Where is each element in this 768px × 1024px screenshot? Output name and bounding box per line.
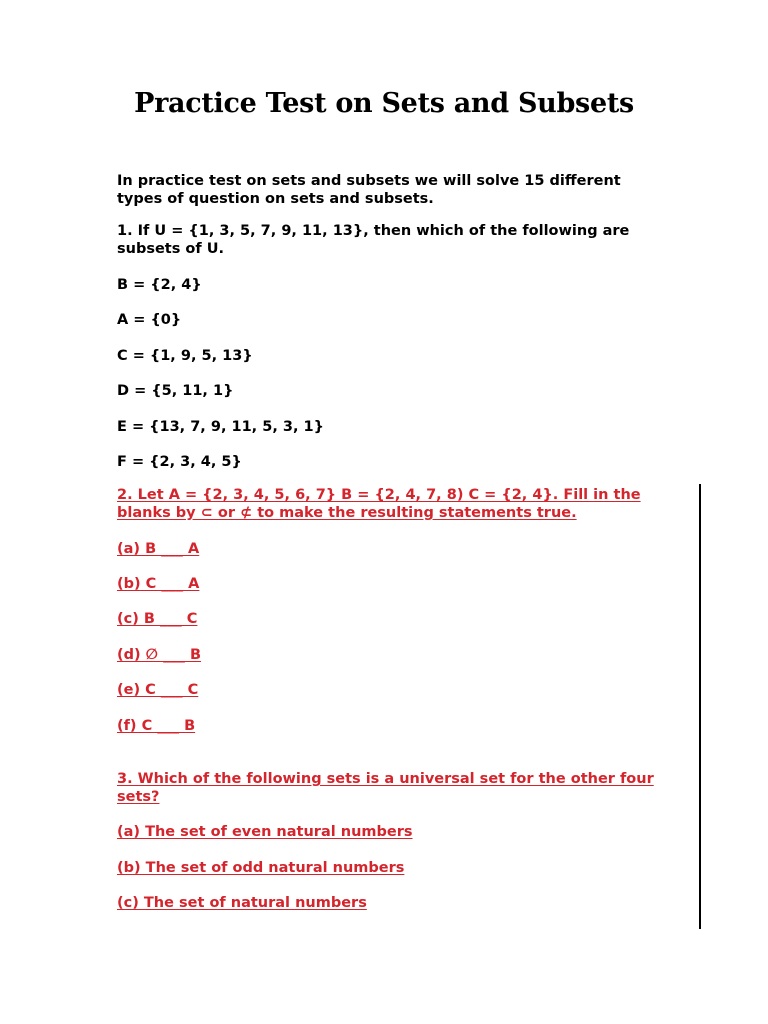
intro-paragraph: In practice test on sets and subsets we will solve 15 different types of question on sets and subsets. — [117, 173, 621, 207]
q2-option-link[interactable]: (c) B ___ C — [117, 611, 198, 627]
q2-option-link[interactable]: (f) C ___ B — [117, 718, 196, 734]
vertical-divider — [699, 484, 701, 929]
q1-option: C = {1, 9, 5, 13} — [117, 348, 253, 364]
page-title: Practice Test on Sets and Subsets — [134, 88, 634, 119]
q2-option-link[interactable]: (b) C ___ A — [117, 576, 200, 592]
q1-option: A = {0} — [117, 312, 182, 328]
q3-option-link[interactable]: (b) The set of odd natural numbers — [117, 860, 405, 876]
q3-option-link[interactable]: (c) The set of natural numbers — [117, 895, 367, 911]
q1-option: F = {2, 3, 4, 5} — [117, 454, 242, 470]
q1-option: E = {13, 7, 9, 11, 5, 3, 1} — [117, 419, 324, 435]
question-1: 1. If U = {1, 3, 5, 7, 9, 11, 13}, then which of the following are subsets of U. — [117, 223, 630, 257]
q2-option-link[interactable]: (a) B ___ A — [117, 541, 200, 557]
q2-option-link[interactable]: (e) C ___ C — [117, 682, 199, 698]
q1-option: D = {5, 11, 1} — [117, 383, 234, 399]
question-3-link[interactable]: 3. Which of the following sets is a universal set for the other four sets? — [117, 771, 654, 805]
q2-option-link[interactable]: (d) ∅ ___ B — [117, 647, 201, 663]
question-2-link[interactable]: 2. Let A = {2, 3, 4, 5, 6, 7} B = {2, 4, 7, 8) C = {2, 4}. Fill in the blanks by ⊂ or ⊄ to make the resulting statements true. — [117, 487, 641, 521]
q1-option: B = {2, 4} — [117, 277, 202, 293]
q3-option-link[interactable]: (a) The set of even natural numbers — [117, 824, 413, 840]
